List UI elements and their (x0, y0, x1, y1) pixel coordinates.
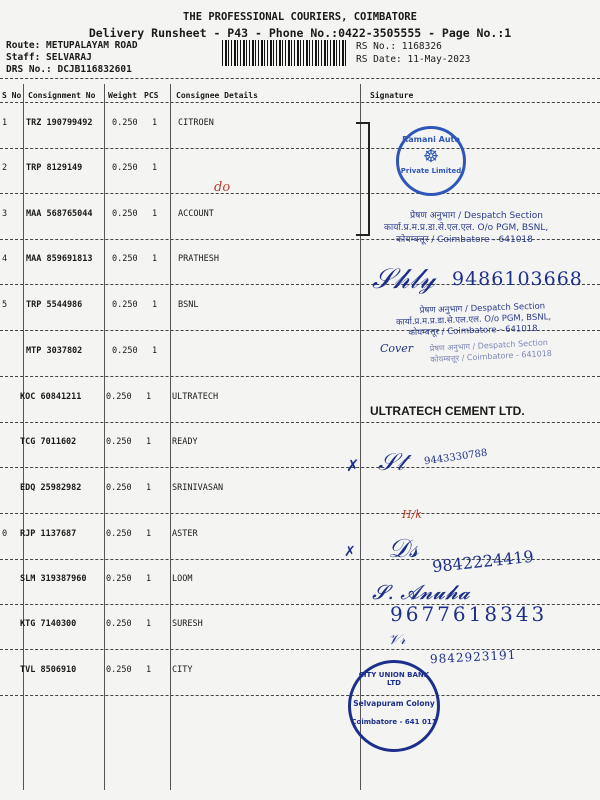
ramani-auto-seal (396, 126, 466, 196)
consignment-cell: MTP 3037802 (26, 346, 83, 356)
consignment-cell: TRZ 190799492 (26, 118, 93, 128)
sno-cell: 4 (2, 254, 8, 264)
sno-cell: 0 (2, 529, 8, 539)
consignee-cell: ACCOUNT (178, 209, 214, 219)
pcs-cell: 1 (152, 118, 158, 128)
seal-emblem-icon: ☸ (422, 146, 440, 167)
handwritten-phone-1: 9486103668 (452, 268, 583, 290)
cover-note: Cover (380, 342, 414, 355)
weight-cell: 0.250 (106, 437, 132, 447)
stamp-line: कोयम्बत्तूर / Coimbatore - 641018 (430, 348, 553, 365)
handwritten-phone-3: 9842224419 (431, 546, 535, 577)
stamp-line: कार्या.प्र.म.प्र.डा.से.एल.एल. O/o PGM, BSNL, (395, 312, 552, 328)
weight-cell: 0.250 (106, 392, 132, 402)
signature-scribble: 𝒱𝓇 (388, 632, 406, 648)
col-header-consignment: Consignment No (28, 91, 96, 100)
col-header-weight: Weight (108, 91, 137, 100)
col-header-pcs: PCS (144, 91, 159, 100)
stamp-line: कोयम्बत्तूर / Coimbatore - 641018 (408, 323, 538, 339)
drs-number: DRS No.: DCJB116832601 (6, 64, 132, 75)
consignee-cell: BSNL (178, 300, 199, 310)
ultratech-stamp: ULTRATECH CEMENT LTD. (370, 404, 525, 418)
sno-cell: 5 (2, 300, 8, 310)
company-title: THE PROFESSIONAL COURIERS, COIMBATORE (183, 11, 417, 23)
row-divider (0, 422, 600, 423)
tick-mark: ✗ (344, 544, 356, 560)
consignment-cell: TCG 7011602 (20, 437, 77, 447)
column-line (170, 84, 171, 790)
weight-cell: 0.250 (112, 163, 138, 173)
signature-scribble: 𝒮𝒽𝓁𝓎 (372, 262, 436, 295)
weight-cell: 0.250 (112, 209, 138, 219)
sno-cell: 1 (2, 118, 8, 128)
header-divider (0, 102, 600, 103)
stamp-line: कार्या.प्र.म.प्र.डा.से.एल.एल. O/o PGM, BSNL, (384, 223, 549, 233)
runsheet-subtitle: Delivery Runsheet - P43 - Phone No.:0422-3505555 - Page No.:1 (88, 26, 512, 40)
seal-text-bottom: Coimbatore - 641 011 (351, 718, 437, 726)
handwritten-phone-2: 9443330788 (423, 447, 489, 468)
stamp-line: प्रेषण अनुभाग / Despatch Section (419, 301, 546, 316)
signature-scribble: 𝓢. 𝓐𝓷𝓾𝓱𝓪 (372, 580, 470, 604)
weight-cell: 0.250 (112, 254, 138, 264)
weight-cell: 0.250 (112, 300, 138, 310)
barcode (222, 40, 346, 66)
weight-cell: 0.250 (106, 619, 132, 629)
consignment-cell: TRP 5544986 (26, 300, 83, 310)
row-divider (0, 193, 600, 194)
pcs-cell: 1 (146, 483, 152, 493)
consignee-cell: CITY (172, 665, 193, 675)
hk-mark: H/k (402, 508, 422, 521)
sno-cell: 2 (2, 163, 8, 173)
city-union-bank-seal (348, 660, 440, 752)
consignee-cell: SRINIVASAN (172, 483, 224, 493)
pcs-cell: 1 (152, 346, 158, 356)
signature-scribble: 𝒟𝓈 (388, 534, 419, 564)
seal-text-top: CITY UNION BANK LTD (358, 671, 430, 687)
consignment-cell: MAA 568765044 (26, 209, 93, 219)
pcs-cell: 1 (152, 300, 158, 310)
consignment-cell: TVL 8506910 (20, 665, 77, 675)
col-header-sno: S No (2, 91, 22, 100)
weight-cell: 0.250 (106, 574, 132, 584)
row2-handwritten-mark: do (214, 180, 231, 195)
rs-number: RS No.: 1168326 (356, 41, 442, 52)
weight-cell: 0.250 (112, 346, 138, 356)
stamp-line: प्रेषण अनुभाग / Despatch Section (429, 338, 549, 354)
handwritten-phone-5: 9842923191 (429, 647, 517, 667)
header-divider (0, 78, 600, 79)
consignment-cell: TRP 8129149 (26, 163, 83, 173)
seal-text-bottom: Private Limited (400, 167, 462, 175)
pcs-cell: 1 (146, 665, 152, 675)
tick-mark: ✗ (346, 456, 360, 475)
pcs-cell: 1 (146, 619, 152, 629)
despatch-stamp-2 (395, 301, 551, 339)
consignee-cell: LOOM (172, 574, 193, 584)
col-header-consignee: Consignee Details (176, 91, 258, 100)
column-line (104, 84, 105, 790)
consignee-cell: READY (172, 437, 198, 447)
row-divider (0, 467, 600, 468)
consignment-cell: SLM 319387960 (20, 574, 87, 584)
pcs-cell: 1 (152, 163, 158, 173)
consignee-cell: PRATHESH (178, 254, 219, 264)
weight-cell: 0.250 (106, 665, 132, 675)
pcs-cell: 1 (152, 254, 158, 264)
consignment-cell: KTG 7140300 (20, 619, 77, 629)
handwritten-phone-4: 9677618343 (390, 602, 548, 626)
weight-cell: 0.250 (106, 483, 132, 493)
staff-label: Staff: SELVARAJ (6, 52, 92, 63)
consignee-cell: CITROEN (178, 118, 214, 128)
despatch-stamp-faint (430, 337, 553, 365)
weight-cell: 0.250 (106, 529, 132, 539)
row-divider (0, 513, 600, 514)
pcs-cell: 1 (146, 574, 152, 584)
bracket-mark (356, 122, 370, 236)
consignment-cell: MAA 859691813 (26, 254, 93, 264)
pcs-cell: 1 (146, 392, 152, 402)
stamp-line: कोयम्बत्तूर / Coimbatore - 641018 (396, 235, 533, 245)
consignment-cell: RJP 1137687 (20, 529, 77, 539)
consignment-cell: KOC 60841211 (20, 392, 82, 402)
weight-cell: 0.250 (112, 118, 138, 128)
rs-date: RS Date: 11-May-2023 (356, 54, 471, 65)
row-divider (0, 376, 600, 377)
consignee-cell: ULTRATECH (172, 392, 219, 402)
signature-scribble: 𝒮𝓉 (378, 448, 405, 476)
consignee-cell: ASTER (172, 529, 198, 539)
pcs-cell: 1 (146, 437, 152, 447)
row-divider (0, 695, 600, 696)
sno-cell: 3 (2, 209, 8, 219)
seal-text-top: Ramani Auto (402, 135, 460, 144)
seal-center: Selvapuram Colony (353, 699, 435, 708)
row-divider (0, 148, 600, 149)
col-header-signature: Signature (370, 91, 414, 100)
despatch-stamp-1 (384, 210, 548, 246)
stamp-line: प्रेषण अनुभाग / Despatch Section (410, 211, 543, 221)
pcs-cell: 1 (146, 529, 152, 539)
consignment-cell: EDQ 25982982 (20, 483, 82, 493)
route-label: Route: METUPALAYAM ROAD (6, 40, 138, 51)
pcs-cell: 1 (152, 209, 158, 219)
consignee-cell: SURESH (172, 619, 203, 629)
